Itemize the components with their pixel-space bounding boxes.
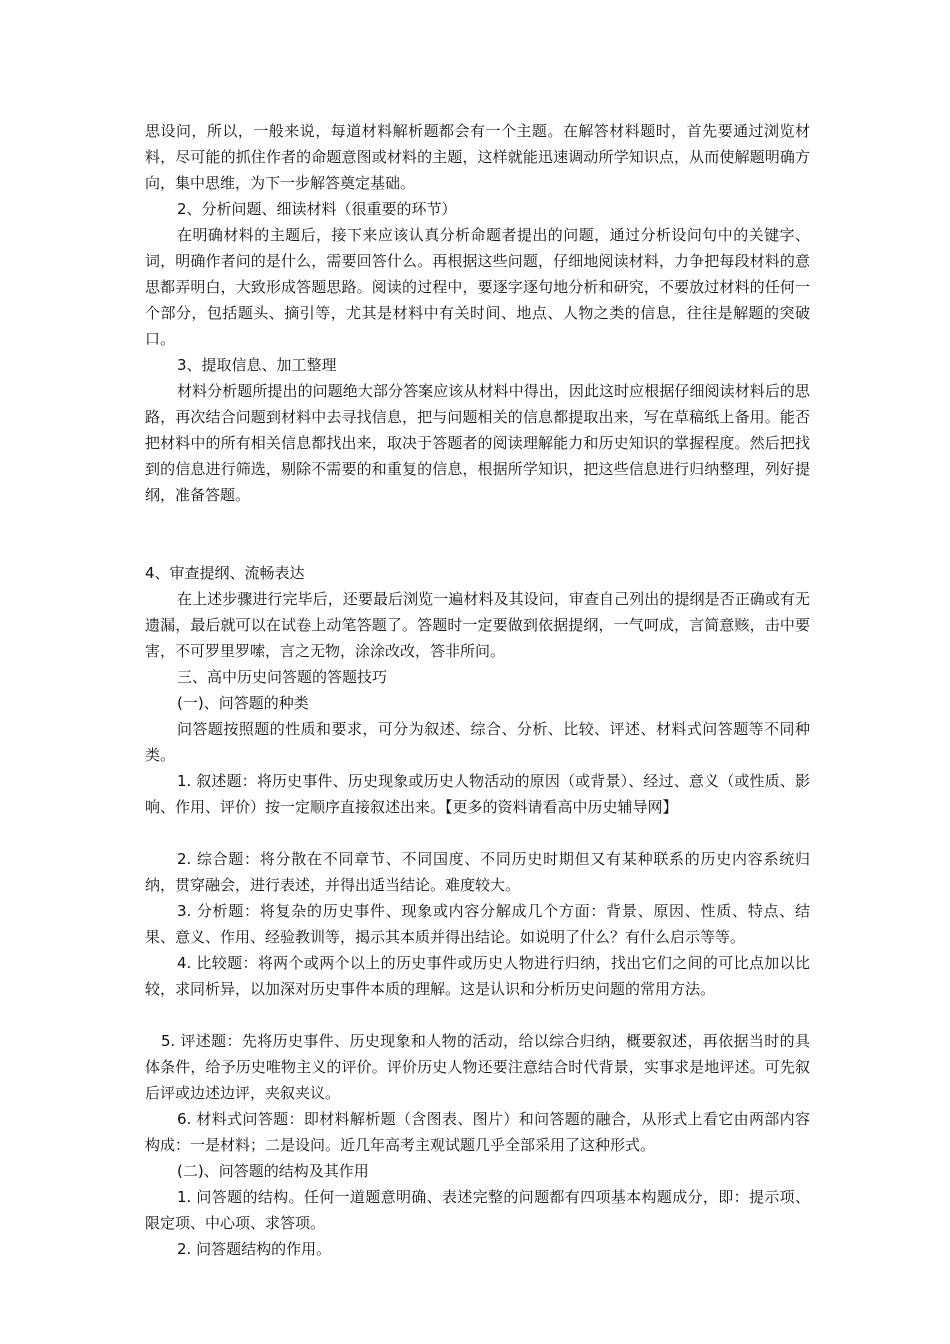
heading-step-2: 2、分析问题、细读材料（很重要的环节） bbox=[177, 200, 457, 218]
heading-step-3: 3、提取信息、加工整理 bbox=[177, 356, 337, 374]
spacer bbox=[145, 820, 810, 846]
item-structure: 1. 问答题的结构。任何一道题意明确、表述完整的问题都有四项基本构题成分，即：提示项、限定项、中心项、求答项。 bbox=[145, 1188, 810, 1232]
item-comparison: 4. 比较题：将两个或两个以上的历史事件或历史人物进行归纳，找出它们之间的可比点加以比较，求同析异，以加深对历史事件本质的理解。这是认识和分析历史问题的常用方法。 bbox=[145, 954, 810, 998]
item-structure-role: 2. 问答题结构的作用。 bbox=[177, 1240, 332, 1258]
document-page bbox=[145, 118, 810, 1262]
spacer bbox=[145, 534, 810, 560]
section-heading-3: 三、高中历史问答题的答题技巧 bbox=[177, 668, 388, 686]
paragraph-step-4: 在上述步骤进行完毕后，还要最后浏览一遍材料及其设问，审查自己列出的提纲是否正确或有无遗漏，最后就可以在试卷上动笔答题了。答题时一定要做到依据提纲，一气呵成，言简意赅，击中要害，不可罗里罗嗦，言之无物，涂涂改改，答非所问。 bbox=[145, 590, 810, 660]
item-narrative: 1. 叙述题：将历史事件、历史现象或历史人物活动的原因（或背景）、经过、意义（或性质、影响、作用、评价）按一定顺序直接叙述出来。【更多的资料请看高中历史辅导网】 bbox=[145, 772, 810, 816]
paragraph-step-3: 材料分析题所提出的问题绝大部分答案应该从材料中得出，因此这时应根据仔细阅读材料后的思路，再次结合问题到材料中去寻找信息，把与问题相关的信息都提取出来，写在草稿纸上备用。能否把材料中的所有相关信息都找出来，取决于答题者的阅读理解能力和历史知识的掌握程度。然后把找到的信息进行筛选，剔除不需要的和重复的信息，根据所学知识，把这些信息进行归纳整理，列好提纲，准备答题。 bbox=[145, 382, 810, 504]
item-analysis: 3. 分析题：将复杂的历史事件、现象或内容分解成几个方面：背景、原因、性质、特点、结果、意义、作用、经验教训等，揭示其本质并得出结论。如说明了什么？有什么启示等等。 bbox=[145, 902, 810, 946]
spacer bbox=[145, 1002, 810, 1028]
item-review: 5. 评述题：先将历史事件、历史现象和人物的活动，给以综合归纳，概要叙述，再依据当时的具体条件，给予历史唯物主义的评价。评价历史人物还要注意结合时代背景，实事求是地评述。可先叙后评或边述边评，夹叙夹议。 bbox=[145, 1032, 810, 1102]
paragraph-intro: 思设问，所以，一般来说，每道材料解析题都会有一个主题。在解答材料题时，首先要通过浏览材料，尽可能的抓住作者的命题意图或材料的主题，这样就能迅速调动所学知识点，从而使解题明确方向，集中思维，为下一步解答奠定基础。 bbox=[145, 122, 810, 192]
item-comprehensive: 2. 综合题：将分散在不同章节、不同国度、不同历史时期但又有某种联系的历史内容系统归纳，贯穿融会，进行表述，并得出适当结论。难度较大。 bbox=[145, 850, 810, 894]
subheading-structure: (二)、问答题的结构及其作用 bbox=[177, 1162, 369, 1180]
subheading-types: (一)、问答题的种类 bbox=[177, 694, 309, 712]
item-material: 6. 材料式问答题：即材料解析题（含图表、图片）和问答题的融合，从形式上看它由两部内容构成：一是材料；二是设问。近几年高考主观试题几乎全部采用了这种形式。 bbox=[145, 1110, 810, 1154]
spacer bbox=[145, 508, 810, 534]
heading-step-4: 4、审查提纲、流畅表达 bbox=[145, 564, 305, 582]
paragraph-step-2: 在明确材料的主题后，接下来应该认真分析命题者提出的问题，通过分析设问句中的关键字、词，明确作者问的是什么，需要回答什么。再根据这些问题，仔细地阅读材料，力争把每段材料的意思都弄明白，大致形成答题思路。阅读的过程中，要逐字逐句地分析和研究，不要放过材料的任何一个部分，包括题头、摘引等，尤其是材料中有关时间、地点、人物之类的信息，往往是解题的突破口。 bbox=[145, 226, 810, 348]
paragraph-types: 问答题按照题的性质和要求，可分为叙述、综合、分析、比较、评述、材料式问答题等不同种类。 bbox=[145, 720, 810, 764]
